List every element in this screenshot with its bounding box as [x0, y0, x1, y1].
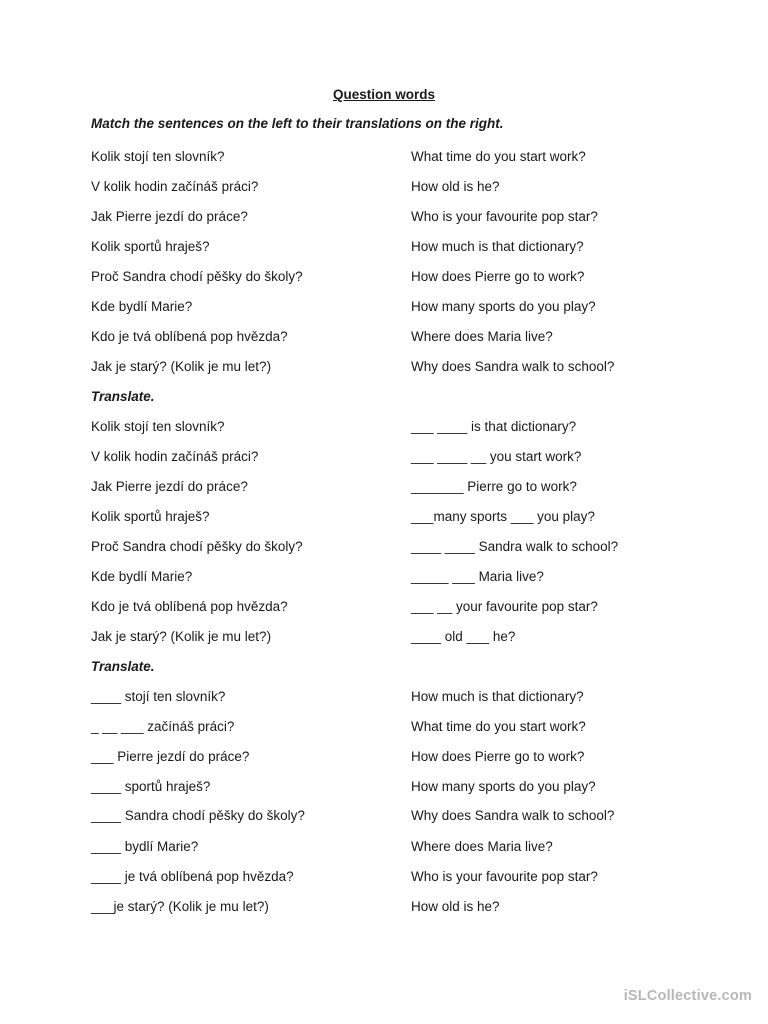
match-row — [0, 179, 768, 199]
source-watermark: iSLCollective.com — [623, 988, 752, 1004]
czech-gap-sentence: ___ Pierre jezdí do práce? — [91, 749, 250, 764]
english-sentence: Who is your favourite pop star? — [411, 209, 598, 224]
english-gap-sentence: ___ ____ is that dictionary? — [411, 419, 577, 434]
english-sentence: How old is he? — [411, 179, 500, 194]
english-gap-sentence: _____ ___ Maria live? — [411, 569, 544, 584]
english-sentence: Where does Maria live? — [411, 839, 553, 854]
english-sentence: How does Pierre go to work? — [411, 749, 585, 764]
english-gap-sentence: ____ ____ Sandra walk to school? — [411, 539, 619, 554]
match-row — [0, 359, 768, 379]
czech-gap-sentence: ____ je tvá oblíbená pop hvězda? — [91, 869, 294, 884]
english-sentence: Why does Sandra walk to school? — [411, 359, 615, 374]
english-sentence: How many sports do you play? — [411, 299, 596, 314]
translate-row — [0, 839, 768, 859]
translate-row — [0, 539, 768, 559]
english-sentence: How many sports do you play? — [411, 779, 596, 794]
english-sentence: What time do you start work? — [411, 719, 586, 734]
english-sentence: How much is that dictionary? — [411, 239, 584, 254]
translate-row — [0, 719, 768, 739]
page-title: Question words — [332, 87, 435, 102]
czech-sentence: Jak je starý? (Kolik je mu let?) — [91, 629, 272, 644]
english-gap-sentence: ___many sports ___ you play? — [411, 509, 595, 524]
translate-row — [0, 569, 768, 589]
english-gap-sentence: ___ ____ __ you start work? — [411, 449, 582, 464]
translate-row — [0, 869, 768, 889]
match-row — [0, 149, 768, 169]
czech-sentence: V kolik hodin začínáš práci? — [91, 179, 259, 194]
czech-sentence: Kolik sportů hraješ? — [91, 239, 210, 254]
match-row — [0, 269, 768, 289]
czech-gap-sentence: _ __ ___ začínáš práci? — [91, 719, 235, 734]
translate-row — [0, 599, 768, 619]
czech-sentence: Kolik stojí ten slovník? — [91, 149, 225, 164]
czech-sentence: Proč Sandra chodí pěšky do školy? — [91, 269, 303, 284]
czech-sentence: Kdo je tvá oblíbená pop hvězda? — [91, 599, 288, 614]
translate-row — [0, 449, 768, 469]
translate-row — [0, 808, 768, 828]
czech-sentence: Jak Pierre jezdí do práce? — [91, 479, 248, 494]
english-sentence: Why does Sandra walk to school? — [411, 808, 615, 823]
section-heading: Translate. — [91, 659, 155, 674]
match-row — [0, 209, 768, 229]
english-gap-sentence: ____ old ___ he? — [411, 629, 516, 644]
english-sentence: How much is that dictionary? — [411, 689, 584, 704]
czech-gap-sentence: ____ Sandra chodí pěšky do školy? — [91, 808, 305, 823]
english-sentence: How old is he? — [411, 899, 500, 914]
czech-sentence: Kde bydlí Marie? — [91, 299, 193, 314]
translate-row — [0, 479, 768, 499]
czech-sentence: Jak Pierre jezdí do práce? — [91, 209, 248, 224]
english-sentence: How does Pierre go to work? — [411, 269, 585, 284]
translate-row — [0, 509, 768, 529]
translate-row — [0, 689, 768, 709]
translate-row — [0, 749, 768, 769]
czech-sentence: Jak je starý? (Kolik je mu let?) — [91, 359, 272, 374]
czech-sentence: Kde bydlí Marie? — [91, 569, 193, 584]
instruction-text: Match the sentences on the left to their translations on the right. — [91, 116, 504, 131]
translate-row — [0, 629, 768, 649]
english-gap-sentence: _______ Pierre go to work? — [411, 479, 577, 494]
translate-row — [0, 419, 768, 439]
czech-sentence: V kolik hodin začínáš práci? — [91, 449, 259, 464]
czech-sentence: Proč Sandra chodí pěšky do školy? — [91, 539, 303, 554]
translate-row — [0, 899, 768, 919]
english-sentence: Where does Maria live? — [411, 329, 553, 344]
match-row — [0, 299, 768, 319]
translate-row — [0, 779, 768, 799]
section-heading: Translate. — [91, 389, 155, 404]
czech-sentence: Kolik stojí ten slovník? — [91, 419, 225, 434]
czech-sentence: Kolik sportů hraješ? — [91, 509, 210, 524]
match-row — [0, 239, 768, 259]
czech-sentence: Kdo je tvá oblíbená pop hvězda? — [91, 329, 288, 344]
czech-gap-sentence: ____ sportů hraješ? — [91, 779, 211, 794]
english-gap-sentence: ___ __ your favourite pop star? — [411, 599, 598, 614]
english-sentence: What time do you start work? — [411, 149, 586, 164]
czech-gap-sentence: ___je starý? (Kolik je mu let?) — [91, 899, 269, 914]
match-row — [0, 329, 768, 349]
czech-gap-sentence: ____ stojí ten slovník? — [91, 689, 226, 704]
czech-gap-sentence: ____ bydlí Marie? — [91, 839, 199, 854]
english-sentence: Who is your favourite pop star? — [411, 869, 598, 884]
